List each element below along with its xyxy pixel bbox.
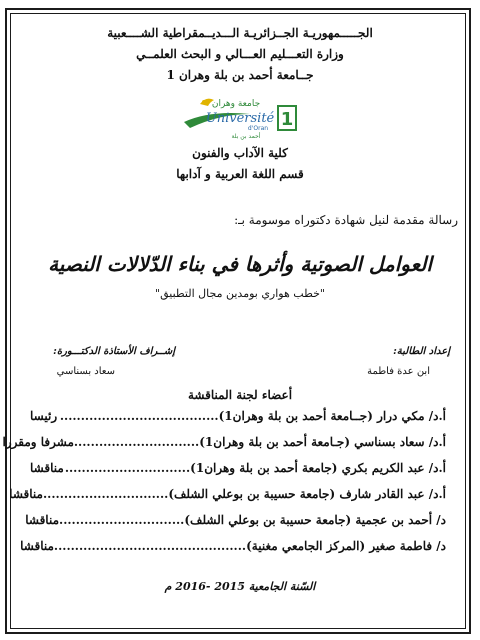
- thesis-title: العوامل الصوتية وأثرها في بناء الدّلالات النصية: [48, 252, 432, 276]
- thesis-subtitle: "خطب هواري بومدين مجال التطبيق": [155, 287, 325, 300]
- republic-heading: الجـــــمهوريـة الجــزائريـة الـــديــمقراطية الشــــعبية: [107, 26, 373, 40]
- committee-member: [9, 487, 446, 501]
- member-name: أ.د/ سعاد بسناسي (جـامعة أحمد بن بلة وهران1): [199, 435, 446, 449]
- university-heading: جــامعة أحمد بن بلة وهران 1: [166, 68, 314, 82]
- member-dots: ..............................: [73, 435, 200, 449]
- member-role: رئيسا: [30, 409, 58, 423]
- committee-title: أعضاء لجنة المناقشة: [187, 388, 293, 402]
- member-name: أ.د/ عبد الكريم بكري (جامعة أحمد بن بلة وهران1): [190, 461, 446, 475]
- supervisor-label: إشــراف الأستاذة الدكتـــورة:: [53, 346, 175, 357]
- thesis-intro: رسالة مقدمة لنيل شهادة دكتوراه موسومة بـ:: [234, 213, 458, 227]
- academic-year: السّنة الجامعية 2015 -2016 م: [164, 580, 316, 593]
- prepared-by-label: إعداد الطالبة:: [393, 346, 450, 357]
- member-name: أ.د/ عبد القادر شارف (جامعة حسيبة بن بوعلي الشلف): [168, 487, 446, 501]
- member-dots: ..............................................: [53, 539, 247, 553]
- committee-member: [25, 513, 446, 527]
- prepared-by-name: ابن عدة فاطمة: [367, 366, 430, 377]
- supervisor-name: سعاد بسناسي: [56, 366, 115, 377]
- faculty-name: كلية الآداب والفنون: [192, 146, 288, 160]
- member-name: د/ أحمد بن عجمية (جامعة حسيبة بن بوعلي الشلف): [184, 513, 446, 527]
- logo-number: 1: [280, 109, 294, 130]
- member-name: أ.د/ مكي درار (جــامعة أحمد بن بلة وهران1): [218, 409, 446, 423]
- logo-arabic-name: جامعة وهران: [211, 99, 261, 109]
- committee-member: [20, 539, 446, 553]
- university-oran-logo-icon: [180, 92, 300, 140]
- member-role: مشرفا ومقررا: [2, 435, 74, 449]
- ministry-heading: وزارة التعـــليم العـــالي و البحث العلمــي: [136, 47, 344, 61]
- committee-member: [2, 435, 446, 449]
- member-dots: ..............................: [59, 513, 185, 527]
- committee-member: [30, 461, 446, 475]
- member-role: مناقشا: [20, 539, 54, 553]
- logo-latin-name: Université: [205, 111, 275, 126]
- member-role: مناقشا: [25, 513, 60, 527]
- logo-arabic-subname: أحمد بن بلة: [231, 133, 261, 140]
- department-name: قسم اللغة العربية و آدابها: [176, 167, 304, 181]
- member-role: مناقشا: [9, 487, 43, 501]
- member-dots: ..............................: [42, 487, 169, 501]
- member-name: د/ فاطمة صغير (المركز الجامعي مغنية): [246, 539, 446, 553]
- logo-latin-city: d'Oran: [247, 125, 269, 132]
- committee-member: [30, 409, 446, 423]
- member-dots: ..............................: [64, 461, 191, 475]
- member-dots: ......................................: [59, 409, 219, 423]
- member-role: مناقشا: [30, 461, 64, 475]
